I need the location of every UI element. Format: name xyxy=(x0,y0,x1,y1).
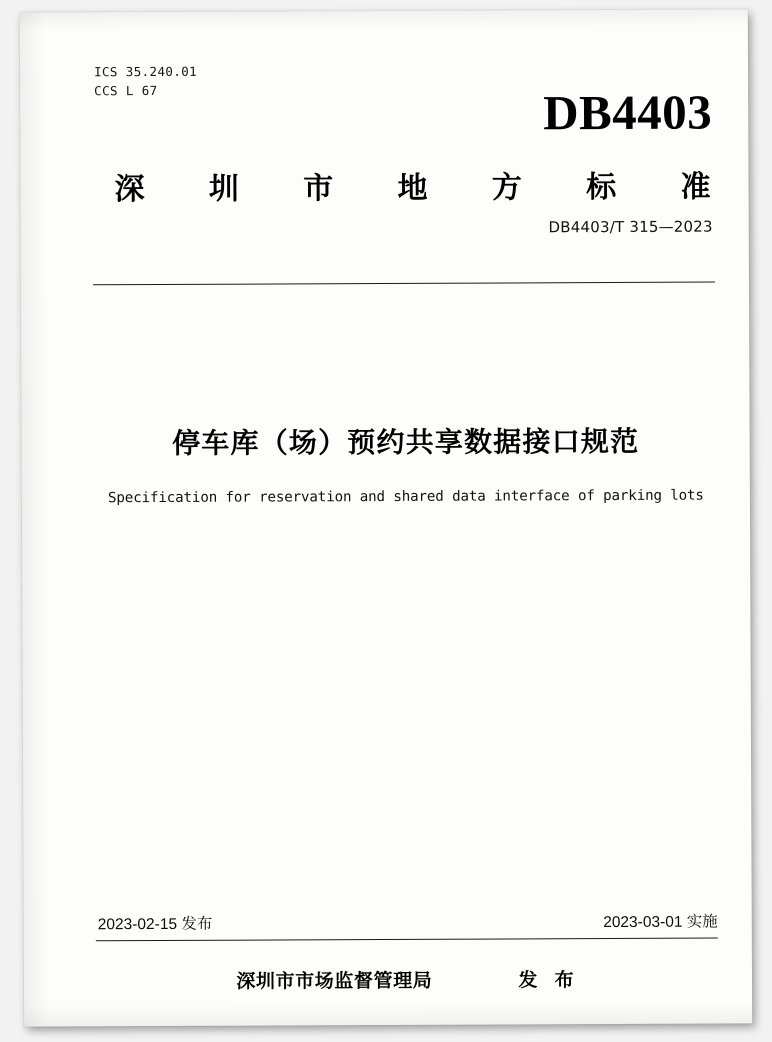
page-edge-shading-left xyxy=(20,12,50,1026)
document-title-english: Specification for reservation and shared data interface of parking lots xyxy=(107,487,704,507)
ics-code: ICS 35.240.01 xyxy=(94,63,198,80)
footer-divider-rule xyxy=(96,938,718,942)
scanned-cover-sheet xyxy=(20,9,752,1026)
header-divider-rule xyxy=(93,282,715,286)
issuing-authority: 深圳市市场监督管理局 xyxy=(236,970,433,993)
authority-char-1: 深 xyxy=(114,173,145,207)
publish-label: 发 布 xyxy=(518,970,580,992)
cover-content xyxy=(94,10,718,1027)
authority-char-3: 市 xyxy=(303,172,334,206)
issuer-row xyxy=(98,965,718,995)
authority-char-7: 准 xyxy=(680,170,711,204)
ccs-code: CCS L 67 xyxy=(94,82,158,99)
dates-row xyxy=(98,910,718,935)
effective-date: 2023-03-01 实施 xyxy=(603,913,718,932)
standard-series-number: DB4403 xyxy=(543,84,713,141)
standard-authority-title xyxy=(114,162,710,209)
authority-char-2: 圳 xyxy=(208,172,239,206)
standard-designation-code: DB4403/T 315—2023 xyxy=(548,217,713,237)
issue-date: 2023-02-15 发布 xyxy=(97,915,213,934)
classification-codes xyxy=(94,62,197,100)
authority-char-5: 方 xyxy=(491,171,522,205)
document-title-chinese: 停车库（场）预约共享数据接口规范 xyxy=(171,425,640,459)
authority-char-6: 标 xyxy=(586,170,617,205)
authority-char-4: 地 xyxy=(397,171,428,205)
